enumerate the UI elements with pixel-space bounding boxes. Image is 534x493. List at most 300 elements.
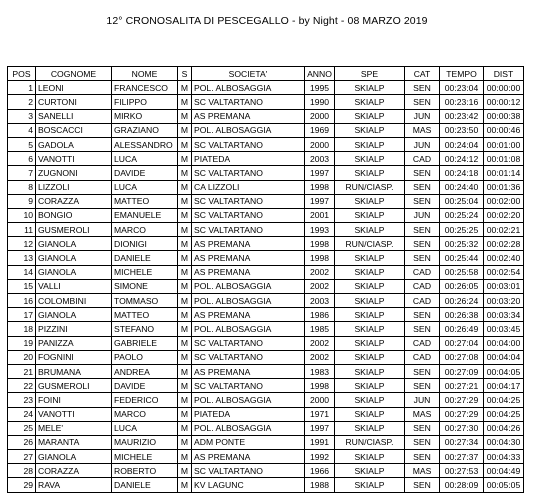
cell-cognome: FOGNINI — [36, 350, 112, 364]
cell-nome: LUCA — [112, 421, 178, 435]
cell-tempo: 00:23:50 — [440, 123, 484, 137]
cell-tempo: 00:24:04 — [440, 137, 484, 151]
table-row — [8, 223, 524, 237]
cell-cognome: GIANOLA — [36, 265, 112, 279]
cell-anno: 1988 — [305, 478, 335, 492]
cell-tempo: 00:24:40 — [440, 180, 484, 194]
table-row — [8, 123, 524, 137]
cell-nome: ROBERTO — [112, 464, 178, 478]
cell-societa: AS PREMANA — [192, 251, 305, 265]
cell-societa: KV LAGUNC — [192, 478, 305, 492]
cell-pos: 19 — [8, 336, 36, 350]
cell-pos: 5 — [8, 137, 36, 151]
cell-anno: 1966 — [305, 464, 335, 478]
cell-dist: 00:04:30 — [484, 435, 524, 449]
cell-societa: SC VALTARTANO — [192, 166, 305, 180]
cell-tempo: 00:26:49 — [440, 322, 484, 336]
table-row — [8, 407, 524, 421]
cell-sex: M — [178, 421, 192, 435]
cell-cognome: MARANTA — [36, 435, 112, 449]
cell-cat: SEN — [405, 95, 440, 109]
cell-pos: 17 — [8, 308, 36, 322]
cell-nome: STEFANO — [112, 322, 178, 336]
cell-anno: 1990 — [305, 95, 335, 109]
cell-societa: AS PREMANA — [192, 109, 305, 123]
cell-anno: 2000 — [305, 137, 335, 151]
cell-spe: SKIALP — [335, 478, 405, 492]
table-row — [8, 81, 524, 95]
cell-spe: SKIALP — [335, 393, 405, 407]
cell-spe: SKIALP — [335, 95, 405, 109]
cell-cat: CAD — [405, 265, 440, 279]
table-row — [8, 294, 524, 308]
cell-tempo: 00:27:21 — [440, 379, 484, 393]
header-spe: SPE — [335, 67, 405, 81]
cell-sex: M — [178, 478, 192, 492]
cell-nome: TOMMASO — [112, 294, 178, 308]
cell-nome: FILIPPO — [112, 95, 178, 109]
cell-nome: DAVIDE — [112, 379, 178, 393]
cell-dist: 00:02:54 — [484, 265, 524, 279]
cell-sex: M — [178, 208, 192, 222]
cell-anno: 2001 — [305, 208, 335, 222]
cell-cat: SEN — [405, 180, 440, 194]
cell-cognome: CORAZZA — [36, 194, 112, 208]
cell-cognome: PIZZINI — [36, 322, 112, 336]
cell-cognome: CORAZZA — [36, 464, 112, 478]
cell-anno: 2002 — [305, 336, 335, 350]
cell-anno: 2002 — [305, 265, 335, 279]
cell-tempo: 00:27:04 — [440, 336, 484, 350]
cell-cognome: VALLI — [36, 279, 112, 293]
header-societa: SOCIETA' — [192, 67, 305, 81]
cell-pos: 7 — [8, 166, 36, 180]
cell-sex: M — [178, 308, 192, 322]
cell-cat: JUN — [405, 109, 440, 123]
cell-sex: M — [178, 237, 192, 251]
cell-sex: M — [178, 194, 192, 208]
cell-societa: POL. ALBOSAGGIA — [192, 421, 305, 435]
cell-nome: GRAZIANO — [112, 123, 178, 137]
cell-cognome: GIANOLA — [36, 450, 112, 464]
cell-anno: 1997 — [305, 421, 335, 435]
cell-sex: M — [178, 109, 192, 123]
cell-anno: 1998 — [305, 180, 335, 194]
cell-sex: M — [178, 407, 192, 421]
cell-nome: DANIELE — [112, 251, 178, 265]
cell-tempo: 00:27:37 — [440, 450, 484, 464]
cell-cognome: CURTONI — [36, 95, 112, 109]
cell-societa: SC VALTARTANO — [192, 336, 305, 350]
cell-pos: 20 — [8, 350, 36, 364]
cell-societa: SC VALTARTANO — [192, 379, 305, 393]
cell-spe: SKIALP — [335, 464, 405, 478]
cell-spe: SKIALP — [335, 109, 405, 123]
cell-societa: SC VALTARTANO — [192, 350, 305, 364]
cell-societa: SC VALTARTANO — [192, 464, 305, 478]
cell-nome: MARCO — [112, 223, 178, 237]
cell-cat: SEN — [405, 81, 440, 95]
cell-pos: 9 — [8, 194, 36, 208]
cell-pos: 24 — [8, 407, 36, 421]
table-row — [8, 421, 524, 435]
header-cognome: COGNOME — [36, 67, 112, 81]
header-nome: NOME — [112, 67, 178, 81]
page-title: 12° CRONOSALITA DI PESCEGALLO - by Night - 08 MARZO 2019 — [106, 15, 428, 27]
cell-nome: MICHELE — [112, 265, 178, 279]
cell-cat: CAD — [405, 152, 440, 166]
cell-nome: MAURIZIO — [112, 435, 178, 449]
cell-nome: PAOLO — [112, 350, 178, 364]
cell-cognome: BOSCACCI — [36, 123, 112, 137]
cell-anno: 1992 — [305, 450, 335, 464]
cell-spe: RUN/CIASP. — [335, 180, 405, 194]
cell-sex: M — [178, 294, 192, 308]
cell-tempo: 00:27:30 — [440, 421, 484, 435]
cell-spe: SKIALP — [335, 223, 405, 237]
table-row — [8, 208, 524, 222]
cell-nome: LUCA — [112, 152, 178, 166]
cell-dist: 00:00:00 — [484, 81, 524, 95]
cell-nome: LUCA — [112, 180, 178, 194]
cell-spe: SKIALP — [335, 407, 405, 421]
cell-cognome: RAVA — [36, 478, 112, 492]
cell-spe: SKIALP — [335, 421, 405, 435]
cell-anno: 1969 — [305, 123, 335, 137]
cell-sex: M — [178, 152, 192, 166]
cell-anno: 1993 — [305, 223, 335, 237]
cell-cognome: VANOTTI — [36, 152, 112, 166]
cell-pos: 11 — [8, 223, 36, 237]
cell-cat: SEN — [405, 237, 440, 251]
table-row — [8, 137, 524, 151]
cell-spe: SKIALP — [335, 81, 405, 95]
cell-dist: 00:03:20 — [484, 294, 524, 308]
cell-cognome: GIANOLA — [36, 251, 112, 265]
cell-nome: MARCO — [112, 407, 178, 421]
cell-anno: 1998 — [305, 237, 335, 251]
cell-spe: SKIALP — [335, 166, 405, 180]
cell-nome: MICHELE — [112, 450, 178, 464]
cell-dist: 00:02:21 — [484, 223, 524, 237]
cell-societa: SC VALTARTANO — [192, 208, 305, 222]
table-row — [8, 109, 524, 123]
cell-nome: ANDREA — [112, 364, 178, 378]
cell-sex: M — [178, 450, 192, 464]
table-row — [8, 265, 524, 279]
cell-cat: SEN — [405, 364, 440, 378]
cell-tempo: 00:27:29 — [440, 393, 484, 407]
table-row — [8, 478, 524, 492]
cell-cognome: MELE' — [36, 421, 112, 435]
cell-pos: 14 — [8, 265, 36, 279]
cell-societa: SC VALTARTANO — [192, 194, 305, 208]
cell-sex: M — [178, 137, 192, 151]
cell-spe: SKIALP — [335, 350, 405, 364]
cell-cat: CAD — [405, 350, 440, 364]
cell-cognome: GIANOLA — [36, 237, 112, 251]
cell-tempo: 00:25:32 — [440, 237, 484, 251]
cell-cat: SEN — [405, 435, 440, 449]
cell-cognome: COLOMBINI — [36, 294, 112, 308]
table-row — [8, 322, 524, 336]
cell-dist: 00:04:17 — [484, 379, 524, 393]
cell-dist: 00:01:14 — [484, 166, 524, 180]
cell-anno: 1983 — [305, 364, 335, 378]
cell-sex: M — [178, 322, 192, 336]
cell-anno: 2003 — [305, 294, 335, 308]
cell-cognome: PANIZZA — [36, 336, 112, 350]
cell-dist: 00:02:40 — [484, 251, 524, 265]
header-sex: S — [178, 67, 192, 81]
cell-sex: M — [178, 336, 192, 350]
cell-dist: 00:04:33 — [484, 450, 524, 464]
cell-pos: 22 — [8, 379, 36, 393]
cell-sex: M — [178, 379, 192, 393]
cell-dist: 00:04:25 — [484, 393, 524, 407]
cell-societa: POL. ALBOSAGGIA — [192, 81, 305, 95]
cell-nome: DIONIGI — [112, 237, 178, 251]
cell-sex: M — [178, 393, 192, 407]
cell-tempo: 00:27:53 — [440, 464, 484, 478]
header-dist: DIST — [484, 67, 524, 81]
cell-spe: SKIALP — [335, 208, 405, 222]
cell-anno: 1971 — [305, 407, 335, 421]
cell-tempo: 00:23:42 — [440, 109, 484, 123]
cell-societa: POL. ALBOSAGGIA — [192, 294, 305, 308]
cell-spe: SKIALP — [335, 152, 405, 166]
results-table — [7, 66, 524, 493]
cell-cognome: ZUGNONI — [36, 166, 112, 180]
cell-pos: 25 — [8, 421, 36, 435]
cell-cognome: LIZZOLI — [36, 180, 112, 194]
cell-dist: 00:04:26 — [484, 421, 524, 435]
cell-sex: M — [178, 81, 192, 95]
cell-spe: SKIALP — [335, 379, 405, 393]
cell-pos: 23 — [8, 393, 36, 407]
cell-cognome: SANELLI — [36, 109, 112, 123]
cell-sex: M — [178, 279, 192, 293]
cell-societa: AS PREMANA — [192, 364, 305, 378]
table-row — [8, 152, 524, 166]
cell-cognome: GUSMEROLI — [36, 379, 112, 393]
header-pos: POS — [8, 67, 36, 81]
cell-cat: JUN — [405, 393, 440, 407]
cell-tempo: 00:25:44 — [440, 251, 484, 265]
cell-pos: 15 — [8, 279, 36, 293]
cell-dist: 00:03:45 — [484, 322, 524, 336]
cell-pos: 1 — [8, 81, 36, 95]
cell-tempo: 00:25:04 — [440, 194, 484, 208]
cell-tempo: 00:25:25 — [440, 223, 484, 237]
cell-societa: ADM PONTE — [192, 435, 305, 449]
cell-spe: SKIALP — [335, 194, 405, 208]
cell-sex: M — [178, 464, 192, 478]
cell-nome: FEDERICO — [112, 393, 178, 407]
table-row — [8, 336, 524, 350]
cell-cat: MAS — [405, 407, 440, 421]
cell-pos: 4 — [8, 123, 36, 137]
cell-societa: AS PREMANA — [192, 450, 305, 464]
table-row — [8, 308, 524, 322]
cell-dist: 00:00:12 — [484, 95, 524, 109]
cell-nome: MATTEO — [112, 194, 178, 208]
header-tempo: TEMPO — [440, 67, 484, 81]
cell-dist: 00:02:28 — [484, 237, 524, 251]
cell-anno: 1998 — [305, 251, 335, 265]
cell-societa: CA LIZZOLI — [192, 180, 305, 194]
cell-cognome: GUSMEROLI — [36, 223, 112, 237]
cell-pos: 26 — [8, 435, 36, 449]
cell-anno: 2000 — [305, 393, 335, 407]
cell-cat: CAD — [405, 294, 440, 308]
cell-dist: 00:04:00 — [484, 336, 524, 350]
cell-pos: 16 — [8, 294, 36, 308]
table-row — [8, 194, 524, 208]
cell-tempo: 00:25:24 — [440, 208, 484, 222]
cell-societa: PIATEDA — [192, 152, 305, 166]
cell-spe: SKIALP — [335, 308, 405, 322]
cell-tempo: 00:27:08 — [440, 350, 484, 364]
cell-cognome: BONGIO — [36, 208, 112, 222]
cell-societa: AS PREMANA — [192, 308, 305, 322]
cell-pos: 2 — [8, 95, 36, 109]
cell-sex: M — [178, 95, 192, 109]
cell-anno: 1991 — [305, 435, 335, 449]
cell-cognome: BRUMANA — [36, 364, 112, 378]
cell-cat: MAS — [405, 123, 440, 137]
cell-societa: AS PREMANA — [192, 265, 305, 279]
table-row — [8, 180, 524, 194]
cell-societa: POL. ALBOSAGGIA — [192, 322, 305, 336]
cell-pos: 10 — [8, 208, 36, 222]
cell-spe: SKIALP — [335, 294, 405, 308]
cell-spe: SKIALP — [335, 279, 405, 293]
cell-nome: MATTEO — [112, 308, 178, 322]
cell-dist: 00:02:20 — [484, 208, 524, 222]
table-row — [8, 379, 524, 393]
cell-tempo: 00:27:29 — [440, 407, 484, 421]
cell-cat: SEN — [405, 166, 440, 180]
cell-sex: M — [178, 223, 192, 237]
cell-pos: 27 — [8, 450, 36, 464]
cell-cat: MAS — [405, 464, 440, 478]
cell-sex: M — [178, 251, 192, 265]
cell-dist: 00:01:36 — [484, 180, 524, 194]
table-row — [8, 251, 524, 265]
cell-spe: SKIALP — [335, 251, 405, 265]
cell-societa: PIATEDA — [192, 407, 305, 421]
cell-pos: 12 — [8, 237, 36, 251]
cell-dist: 00:04:05 — [484, 364, 524, 378]
cell-dist: 00:01:00 — [484, 137, 524, 151]
cell-cognome: GADOLA — [36, 137, 112, 151]
table-header-row — [8, 67, 524, 81]
cell-pos: 21 — [8, 364, 36, 378]
cell-sex: M — [178, 364, 192, 378]
cell-sex: M — [178, 350, 192, 364]
cell-dist: 00:03:34 — [484, 308, 524, 322]
cell-cat: CAD — [405, 336, 440, 350]
cell-pos: 29 — [8, 478, 36, 492]
header-anno: ANNO — [305, 67, 335, 81]
cell-spe: SKIALP — [335, 265, 405, 279]
cell-anno: 1985 — [305, 322, 335, 336]
cell-dist: 00:04:49 — [484, 464, 524, 478]
cell-spe: SKIALP — [335, 137, 405, 151]
cell-cat: SEN — [405, 379, 440, 393]
cell-sex: M — [178, 123, 192, 137]
cell-cat: SEN — [405, 251, 440, 265]
cell-sex: M — [178, 265, 192, 279]
cell-societa: SC VALTARTANO — [192, 137, 305, 151]
cell-cat: SEN — [405, 450, 440, 464]
cell-tempo: 00:26:24 — [440, 294, 484, 308]
cell-tempo: 00:28:09 — [440, 478, 484, 492]
cell-tempo: 00:23:16 — [440, 95, 484, 109]
table-row — [8, 95, 524, 109]
cell-tempo: 00:27:09 — [440, 364, 484, 378]
cell-spe: RUN/CIASP. — [335, 237, 405, 251]
table-row — [8, 364, 524, 378]
cell-societa: AS PREMANA — [192, 237, 305, 251]
cell-societa: POL. ALBOSAGGIA — [192, 393, 305, 407]
cell-spe: SKIALP — [335, 364, 405, 378]
cell-cognome: FOINI — [36, 393, 112, 407]
cell-societa: SC VALTARTANO — [192, 223, 305, 237]
cell-nome: GABRIELE — [112, 336, 178, 350]
table-row — [8, 435, 524, 449]
cell-dist: 00:03:01 — [484, 279, 524, 293]
table-row — [8, 237, 524, 251]
cell-cat: JUN — [405, 137, 440, 151]
cell-dist: 00:02:00 — [484, 194, 524, 208]
cell-societa: SC VALTARTANO — [192, 95, 305, 109]
cell-anno: 1997 — [305, 194, 335, 208]
cell-cat: SEN — [405, 322, 440, 336]
cell-societa: POL. ALBOSAGGIA — [192, 123, 305, 137]
cell-anno: 1998 — [305, 379, 335, 393]
cell-dist: 00:00:38 — [484, 109, 524, 123]
cell-spe: SKIALP — [335, 322, 405, 336]
cell-tempo: 00:23:04 — [440, 81, 484, 95]
cell-nome: ALESSANDRO — [112, 137, 178, 151]
cell-spe: SKIALP — [335, 450, 405, 464]
cell-anno: 1986 — [305, 308, 335, 322]
cell-tempo: 00:27:34 — [440, 435, 484, 449]
cell-sex: M — [178, 435, 192, 449]
cell-cat: SEN — [405, 308, 440, 322]
table-row — [8, 350, 524, 364]
cell-cat: SEN — [405, 478, 440, 492]
cell-sex: M — [178, 180, 192, 194]
cell-spe: SKIALP — [335, 123, 405, 137]
cell-tempo: 00:26:05 — [440, 279, 484, 293]
cell-anno: 2002 — [305, 350, 335, 364]
cell-pos: 13 — [8, 251, 36, 265]
table-row — [8, 393, 524, 407]
cell-anno: 2003 — [305, 152, 335, 166]
cell-cognome: LEONI — [36, 81, 112, 95]
cell-dist: 00:01:08 — [484, 152, 524, 166]
cell-pos: 18 — [8, 322, 36, 336]
cell-anno: 1995 — [305, 81, 335, 95]
cell-cat: JUN — [405, 208, 440, 222]
cell-dist: 00:04:25 — [484, 407, 524, 421]
cell-cat: SEN — [405, 223, 440, 237]
cell-nome: SIMONE — [112, 279, 178, 293]
header-cat: CAT — [405, 67, 440, 81]
